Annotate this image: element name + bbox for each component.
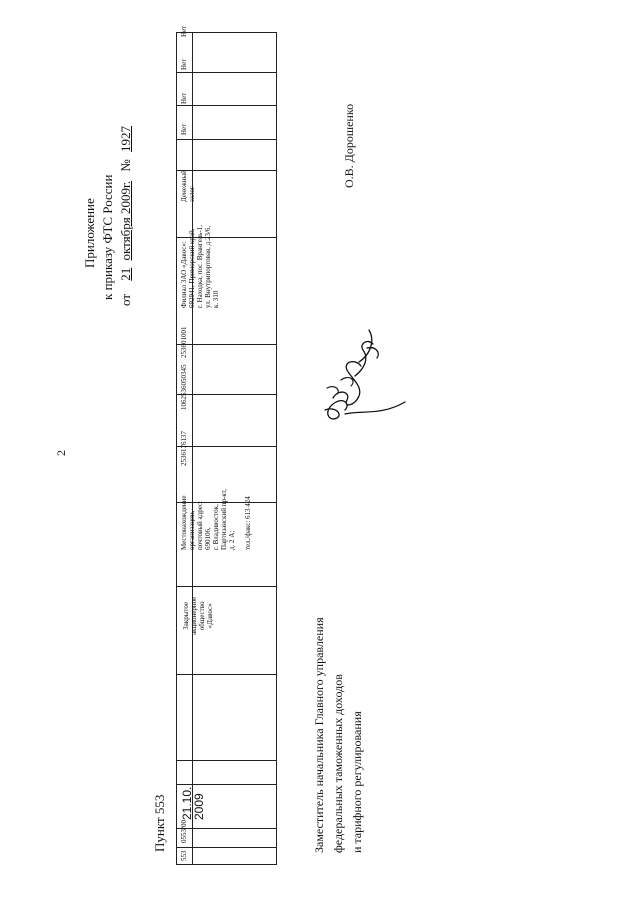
signatory-position-line1: Заместитель начальника Главного управления [312, 617, 326, 853]
cell-inn: 2536176137 [180, 431, 188, 466]
signatory-position-line3: и тарифного регулирования [350, 711, 364, 853]
cell-address: Местонахождение организации, почтовый адрес: 690106, г. Владивосток, Партизанский пр-кт, д. 2 А; тел./факс: 613 424 [180, 489, 252, 550]
cell-org-name: Закрытое акционерное общество «Давос» [182, 596, 214, 635]
section-label: Пункт 553 [152, 794, 167, 852]
appendix-date-line [118, 126, 134, 306]
cell-deposit: Денежный залог [180, 170, 196, 202]
signatory-name: О.В. Дорошенко [342, 103, 356, 188]
cell-branch: Филиал ЗАО «Давос»: 692941, Приморский край, г. Находка, пос. Врангель-1, ул. Внутрипортовая, д.23/6, к. 310 [180, 225, 220, 308]
cell-no-2: Нет [180, 92, 188, 104]
cell-row-number: 553 [180, 850, 188, 861]
appendix-day: 21 [118, 267, 133, 281]
appendix-number-sign: № [118, 159, 133, 172]
handwritten-signature [315, 318, 410, 428]
cell-kpp: 253601001 [180, 326, 188, 358]
cell-no-3: Нет [180, 58, 188, 70]
registry-table [176, 32, 277, 865]
appendix-prefix: от [118, 293, 133, 306]
appendix-number: 1927 [118, 125, 133, 152]
signatory-position-line2: федеральных таможенных доходов [331, 674, 345, 853]
appendix-title: Приложение [82, 198, 97, 268]
page-number: 2 [54, 450, 68, 456]
cell-date: 21.10. 2009 [180, 786, 206, 820]
cell-no-1: Нет [180, 123, 188, 135]
cell-ogrn: 1062536050345 [180, 364, 188, 410]
appendix-order-line: к приказу ФТС России [100, 174, 115, 300]
cell-code: 0553/00 [180, 820, 188, 843]
appendix-month-year: октября 2009г. [118, 180, 133, 261]
cell-no-4: Нет [180, 25, 188, 37]
